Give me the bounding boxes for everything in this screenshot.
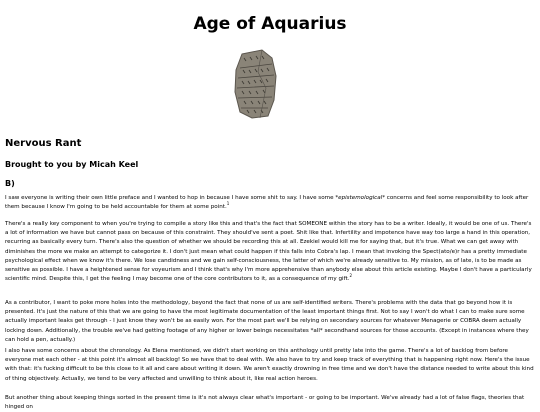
section-title: Nervous Rant — [5, 138, 82, 149]
paragraph: As a contributor, I want to poke more holes into the methodology, beyond the fact that none of us are self-identified writers. There's problems with the data that go beyond how it is presented. It's just the nature of this that we are going to have the most legitimate documentation of the least important things first. Not to say I won't do what I can to make sure some actually important leaks get through - I just know they won't be as easily won. For the most part we'll be relying on secondary sources for whatever Menagerie or COBRA deem actually locking down. Additionally, the trouble we've had getting footage of any higher or lower beings necessitates *all* secondhand sources for those accounts. (Except in instances where they can hold a pen, actually.) — [5, 300, 529, 343]
footnote-link[interactable]: 1 — [226, 201, 230, 207]
paragraph — [5, 194, 535, 212]
paragraph-text: I saw everyone is writing their own little preface and I wanted to hop in because I have some shit to say. I have some — [5, 195, 336, 201]
paragraph-text: concerns and feel some responsibility to look after them because I know I'm going to be held accountable for them at some point. — [5, 195, 529, 211]
section-label: B) — [5, 179, 15, 188]
clay-tablet-image — [232, 48, 278, 120]
page-title: Age of Aquarius — [193, 14, 347, 34]
paragraph — [5, 220, 535, 284]
paragraph: But another thing about keeping things sorted in the present time is it's not always clear what's important - or going to be important. We've already had a lot of false flags, theories that hinged on — [5, 395, 525, 411]
byline: Brought to you by Micah Keel — [5, 160, 139, 169]
paragraph: I also have some concerns about the chronology. As Elena mentioned, we didn't start working on this anthology until pretty late into the game. There's a lot of backlog from before everyone met each other - at this point it's almost all backlog! So we have that to deal with. We also have to try and keep track of everything that is happening right now. Here's the issue with that: it's fucking difficult to be this close to it all and care about writing it down. We aren't exactly drowning in free time and we don't have the distance needed to write about this kind of thing objectively. Actually, we tend to be very affected and unwilling to think about it, like real action heroes. — [5, 348, 534, 382]
paragraph-text: There's a really key component to when you're trying to compile a story like this and that's the fact that SOMEONE within the story has to be a writer. Ideally, it would be one of us. There's a lot of information we have but cannot pass on because of this constraint. They should've sent a poet. Shit like that. Infertility and impotence have way too large a hand in this operation, recurring as basically every turn. There's also the question of whether we should be recording this at all. Ezekiel would kill me for saying that, but it's true. What we can get away with diminishes the more we make an attempt to categorize it. I don't just mean what could happen if this falls into Cobra's lap. I mean that invoking the Spect(ato/e)r has a pretty immediate psychological effect when we know it's there. We lose candidness and we gain self-consciousness, the latter of which we're already sensitive to. My mission, as of late, is to be made as sensitive as possible. I have a heightened sense for voyeurism and I think that's why I'm more apprehensive than anybody else about this article existing. Maybe I don't have a particularly scientific mind. Despite this, I get the feeling I may become one of the core contributors to it, as a consequence of my gift. — [5, 221, 532, 283]
emphasis-text: *epistemological* — [335, 195, 386, 201]
footnote-link[interactable]: 2 — [349, 273, 352, 279]
